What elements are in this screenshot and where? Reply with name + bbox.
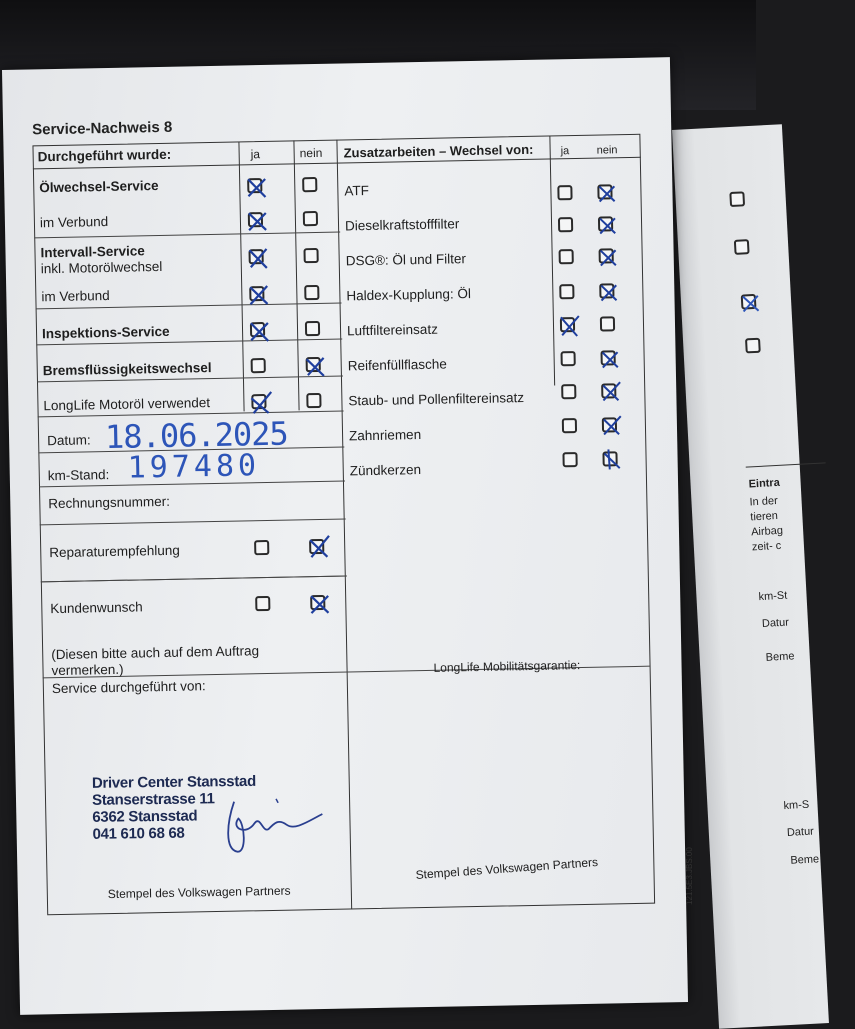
checkbox-reparatur-ja[interactable] xyxy=(254,540,269,555)
right-row-haldex: Haldex-Kupplung: Öl xyxy=(346,286,472,304)
right-row-reifenfuell: Reifenfüllflasche xyxy=(347,356,447,374)
next-page-km: km-St xyxy=(758,589,788,604)
next-page-text-4: zeit- c xyxy=(751,539,782,554)
stamp-line-1: Driver Center Stansstad xyxy=(91,772,256,792)
checkbox-zuendkerzen-ja[interactable] xyxy=(562,452,577,467)
stamp-line-4: 041 610 68 68 xyxy=(92,824,185,843)
kundenwunsch-label: Kundenwunsch xyxy=(50,599,143,617)
checkbox-zahnriemen-nein[interactable] xyxy=(602,417,617,432)
checkbox-zahnriemen-ja[interactable] xyxy=(562,418,577,433)
checkbox-kundenwunsch-ja[interactable] xyxy=(255,596,270,611)
next-page-km-2: km-S xyxy=(783,798,810,813)
next-page-checkbox xyxy=(734,239,750,255)
header-zusatzarbeiten: Zusatzarbeiten – Wechsel von: xyxy=(343,141,534,161)
right-row-dsg: DSG®: Öl und Filter xyxy=(345,251,467,269)
checkbox-haldex-nein[interactable] xyxy=(599,283,614,298)
stamp-line-2: Stanserstrasse 11 xyxy=(91,790,215,809)
next-page xyxy=(672,124,829,1029)
checkbox-intervall-nein[interactable] xyxy=(303,248,318,263)
checkbox-longlife-ja[interactable] xyxy=(251,394,266,409)
row-label-oelwechsel: Ölwechsel-Service xyxy=(39,178,159,196)
side-code: 121.5E3.JBS.00 xyxy=(685,847,694,905)
checkbox-brems-ja[interactable] xyxy=(251,358,266,373)
header-nein-right: nein xyxy=(596,144,618,157)
next-page-text-2: tieren xyxy=(750,509,779,524)
checkbox-oelwechsel-ja[interactable] xyxy=(247,178,262,193)
row-label-intervall: Intervall-Service xyxy=(40,243,145,261)
checkbox-reparatur-nein[interactable] xyxy=(309,539,324,554)
checkbox-dsg-nein[interactable] xyxy=(599,248,614,263)
row-label-longlife: LongLife Motoröl verwendet xyxy=(43,395,211,414)
reparatur-label: Reparaturempfehlung xyxy=(49,542,180,561)
row-label-inspektion: Inspektions-Service xyxy=(41,323,170,342)
km-stand-handwritten[interactable]: 197480 xyxy=(127,448,261,486)
right-row-atf: ATF xyxy=(344,182,370,199)
checkbox-verbund-2-nein[interactable] xyxy=(304,285,319,300)
checkbox-luftfilter-ja[interactable] xyxy=(560,317,575,332)
checkbox-inspektion-nein[interactable] xyxy=(305,321,320,336)
next-page-datum-2: Datur xyxy=(786,825,815,839)
checkbox-dsg-ja[interactable] xyxy=(559,249,574,264)
service-page xyxy=(2,57,688,1015)
checkbox-haldex-ja[interactable] xyxy=(559,284,574,299)
checkbox-verbund-1-nein[interactable] xyxy=(303,211,318,226)
checkbox-intervall-ja[interactable] xyxy=(248,249,263,264)
checkbox-diesel-nein[interactable] xyxy=(598,216,613,231)
row-label-verbund-2: im Verbund xyxy=(41,287,110,305)
next-page-checkbox xyxy=(745,338,761,354)
checkbox-pollen-ja[interactable] xyxy=(561,384,576,399)
datum-handwritten[interactable]: 18.06.2025 xyxy=(104,414,289,457)
checkbox-kundenwunsch-nein[interactable] xyxy=(310,595,325,610)
row-label-intervall-sub: inkl. Motorölwechsel xyxy=(40,258,163,277)
checkbox-inspektion-ja[interactable] xyxy=(250,322,265,337)
next-page-text-3: Airbag xyxy=(750,524,784,539)
checkbox-oelwechsel-nein[interactable] xyxy=(302,177,317,192)
right-row-pollenfilter: Staub- und Pollenfiltereinsatz xyxy=(348,390,525,409)
stempel-left: Stempel des Volkswagen Partners xyxy=(107,883,291,902)
stempel-right: Stempel des Volkswagen Partners xyxy=(415,854,599,882)
longlife-garantie-label: LongLife Mobilitätsgarantie: xyxy=(433,658,581,675)
row-label-bremsfluessigkeit: Bremsflüssigkeitswechsel xyxy=(42,360,212,379)
next-page-eintrag: Eintra xyxy=(748,476,781,491)
header-durchgefuehrt: Durchgeführt wurde: xyxy=(37,146,172,165)
right-row-zuendkerzen: Zündkerzen xyxy=(349,462,422,479)
checkbox-verbund-2-ja[interactable] xyxy=(249,286,264,301)
checkbox-reifen-ja[interactable] xyxy=(561,351,576,366)
row-label-verbund-1: im Verbund xyxy=(39,213,109,231)
next-page-datum: Datur xyxy=(761,616,790,630)
rechnungsnummer-label: Rechnungsnummer: xyxy=(48,493,171,512)
checkbox-luftfilter-nein[interactable] xyxy=(600,316,615,331)
checkbox-verbund-1-ja[interactable] xyxy=(248,212,263,227)
service-by-label: Service durchgeführt von: xyxy=(51,678,206,697)
checkbox-brems-nein[interactable] xyxy=(306,357,321,372)
page-title: Service-Nachweis 8 xyxy=(31,118,173,139)
checkbox-pollen-nein[interactable] xyxy=(601,383,616,398)
kundenwunsch-note: (Diesen bitte auch auf dem Auftrag vermerken.) xyxy=(51,643,260,679)
next-page-line xyxy=(746,462,826,467)
next-page-checkbox xyxy=(741,294,757,310)
right-row-luftfilter: Luftfiltereinsatz xyxy=(346,321,438,339)
next-page-checkbox xyxy=(729,191,745,207)
checkbox-longlife-nein[interactable] xyxy=(306,393,321,408)
next-page-bemerkung-2: Beme xyxy=(790,853,820,867)
checkbox-atf-nein[interactable] xyxy=(597,184,612,199)
header-ja-left: ja xyxy=(250,147,261,162)
next-page-bemerkung: Beme xyxy=(765,650,795,664)
header-nein-left: nein xyxy=(299,145,323,161)
datum-label: Datum: xyxy=(46,432,91,449)
checkbox-diesel-ja[interactable] xyxy=(558,217,573,232)
right-row-zahnriemen: Zahnriemen xyxy=(348,427,422,444)
right-row-dieselfilter: Dieselkraftstofffilter xyxy=(344,216,460,234)
header-ja-right: ja xyxy=(560,145,570,158)
checkbox-zuendkerzen-nein[interactable] xyxy=(602,451,617,466)
checkbox-reifen-nein[interactable] xyxy=(600,350,615,365)
checkbox-atf-ja[interactable] xyxy=(557,185,572,200)
signature xyxy=(216,792,338,874)
next-page-text-1: In der xyxy=(749,494,779,509)
stamp-line-3: 6362 Stansstad xyxy=(92,807,198,826)
km-stand-label: km-Stand: xyxy=(47,467,110,484)
